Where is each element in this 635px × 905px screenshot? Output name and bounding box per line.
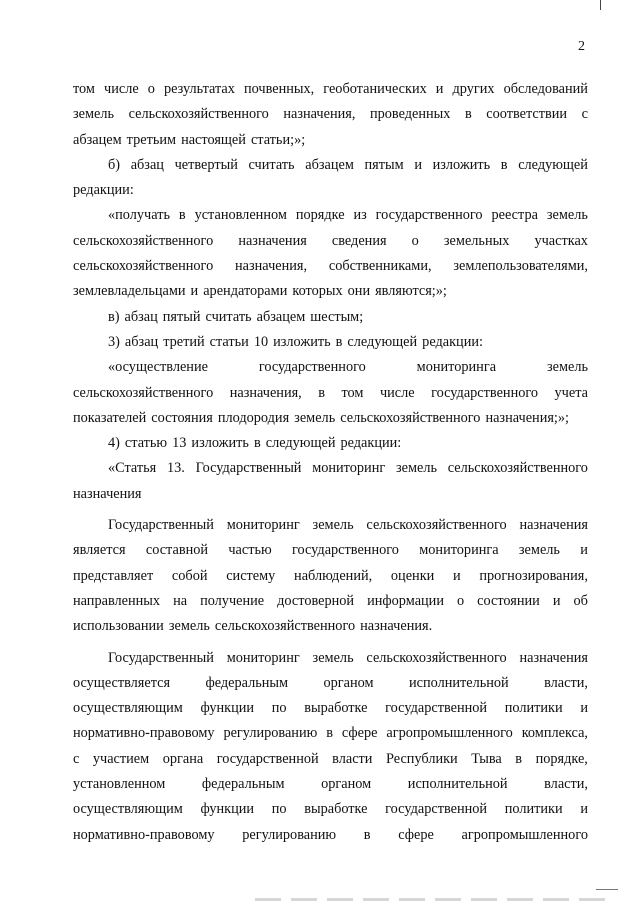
- text-line: установленном федеральным органом исполнительной власти,: [73, 776, 588, 793]
- text-line: Государственный мониторинг земель сельскохозяйственного назначения: [108, 517, 588, 534]
- text-line: показателей состояния плодородия земель сельскохозяйственного назначения;»;: [73, 409, 570, 426]
- text-line: является составной частью государственного мониторинга земель и: [73, 542, 588, 559]
- text-line: «осуществление государственного мониторинга земель: [108, 359, 588, 376]
- text-line: использовании земель сельскохозяйственного назначения.: [73, 618, 433, 635]
- text-line: назначения: [73, 485, 142, 502]
- text-line: осуществляющим функции по выработке государственной политики и: [73, 801, 588, 818]
- page-number: 2: [578, 39, 585, 54]
- text-line: нормативно-правовому регулированию в сфере агропромышленного комплекса,: [73, 725, 588, 742]
- text-line: «получать в установленном порядке из государственного реестра земель: [108, 207, 588, 224]
- scan-bottom-mark: [596, 889, 618, 890]
- text-line: нормативно-правовому регулированию в сфере агропромышленного: [73, 826, 588, 843]
- scan-bottom-artifact: [255, 898, 615, 901]
- text-line: сельскохозяйственного назначения, собственниками, землепользователями,: [73, 258, 588, 275]
- text-line: в) абзац пятый считать абзацем шестым;: [108, 308, 364, 325]
- text-line: земель сельскохозяйственного назначения, проведенных в соответствии с: [73, 106, 588, 123]
- text-line: 3) абзац третий статьи 10 изложить в следующей редакции:: [108, 333, 483, 350]
- text-line: сельскохозяйственного назначения, в том числе государственного учета: [73, 384, 588, 401]
- text-line: том числе о результатах почвенных, геоботанических и других обследований: [73, 81, 588, 97]
- text-line: «Статья 13. Государственный мониторинг земель сельскохозяйственного: [108, 460, 588, 477]
- text-line: Государственный мониторинг земель сельскохозяйственного назначения: [108, 649, 588, 666]
- text-line: осуществляется федеральным органом исполнительной власти,: [73, 674, 588, 691]
- document-body: [73, 77, 588, 848]
- text-line: абзацем третьим настоящей статьи;»;: [73, 131, 306, 148]
- text-line: с участием органа государственной власти Республики Тыва в порядке,: [73, 750, 588, 767]
- text-line: 4) статью 13 изложить в следующей редакции:: [108, 435, 402, 452]
- text-line: сельскохозяйственного назначения сведения о земельных участках: [73, 232, 588, 249]
- text-line: представляет собой систему наблюдений, оценки и прогнозирования,: [73, 567, 588, 584]
- text-line: направленных на получение достоверной информации о состоянии и об: [73, 592, 588, 609]
- text-line: землевладельцами и арендаторами которых они являются;»;: [73, 283, 447, 300]
- text-line: осуществляющим функции по выработке государственной политики и: [73, 700, 588, 717]
- scan-corner-mark: [600, 0, 601, 10]
- text-line: б) абзац четвертый считать абзацем пятым и изложить в следующей: [108, 156, 588, 173]
- text-line: редакции:: [73, 182, 134, 199]
